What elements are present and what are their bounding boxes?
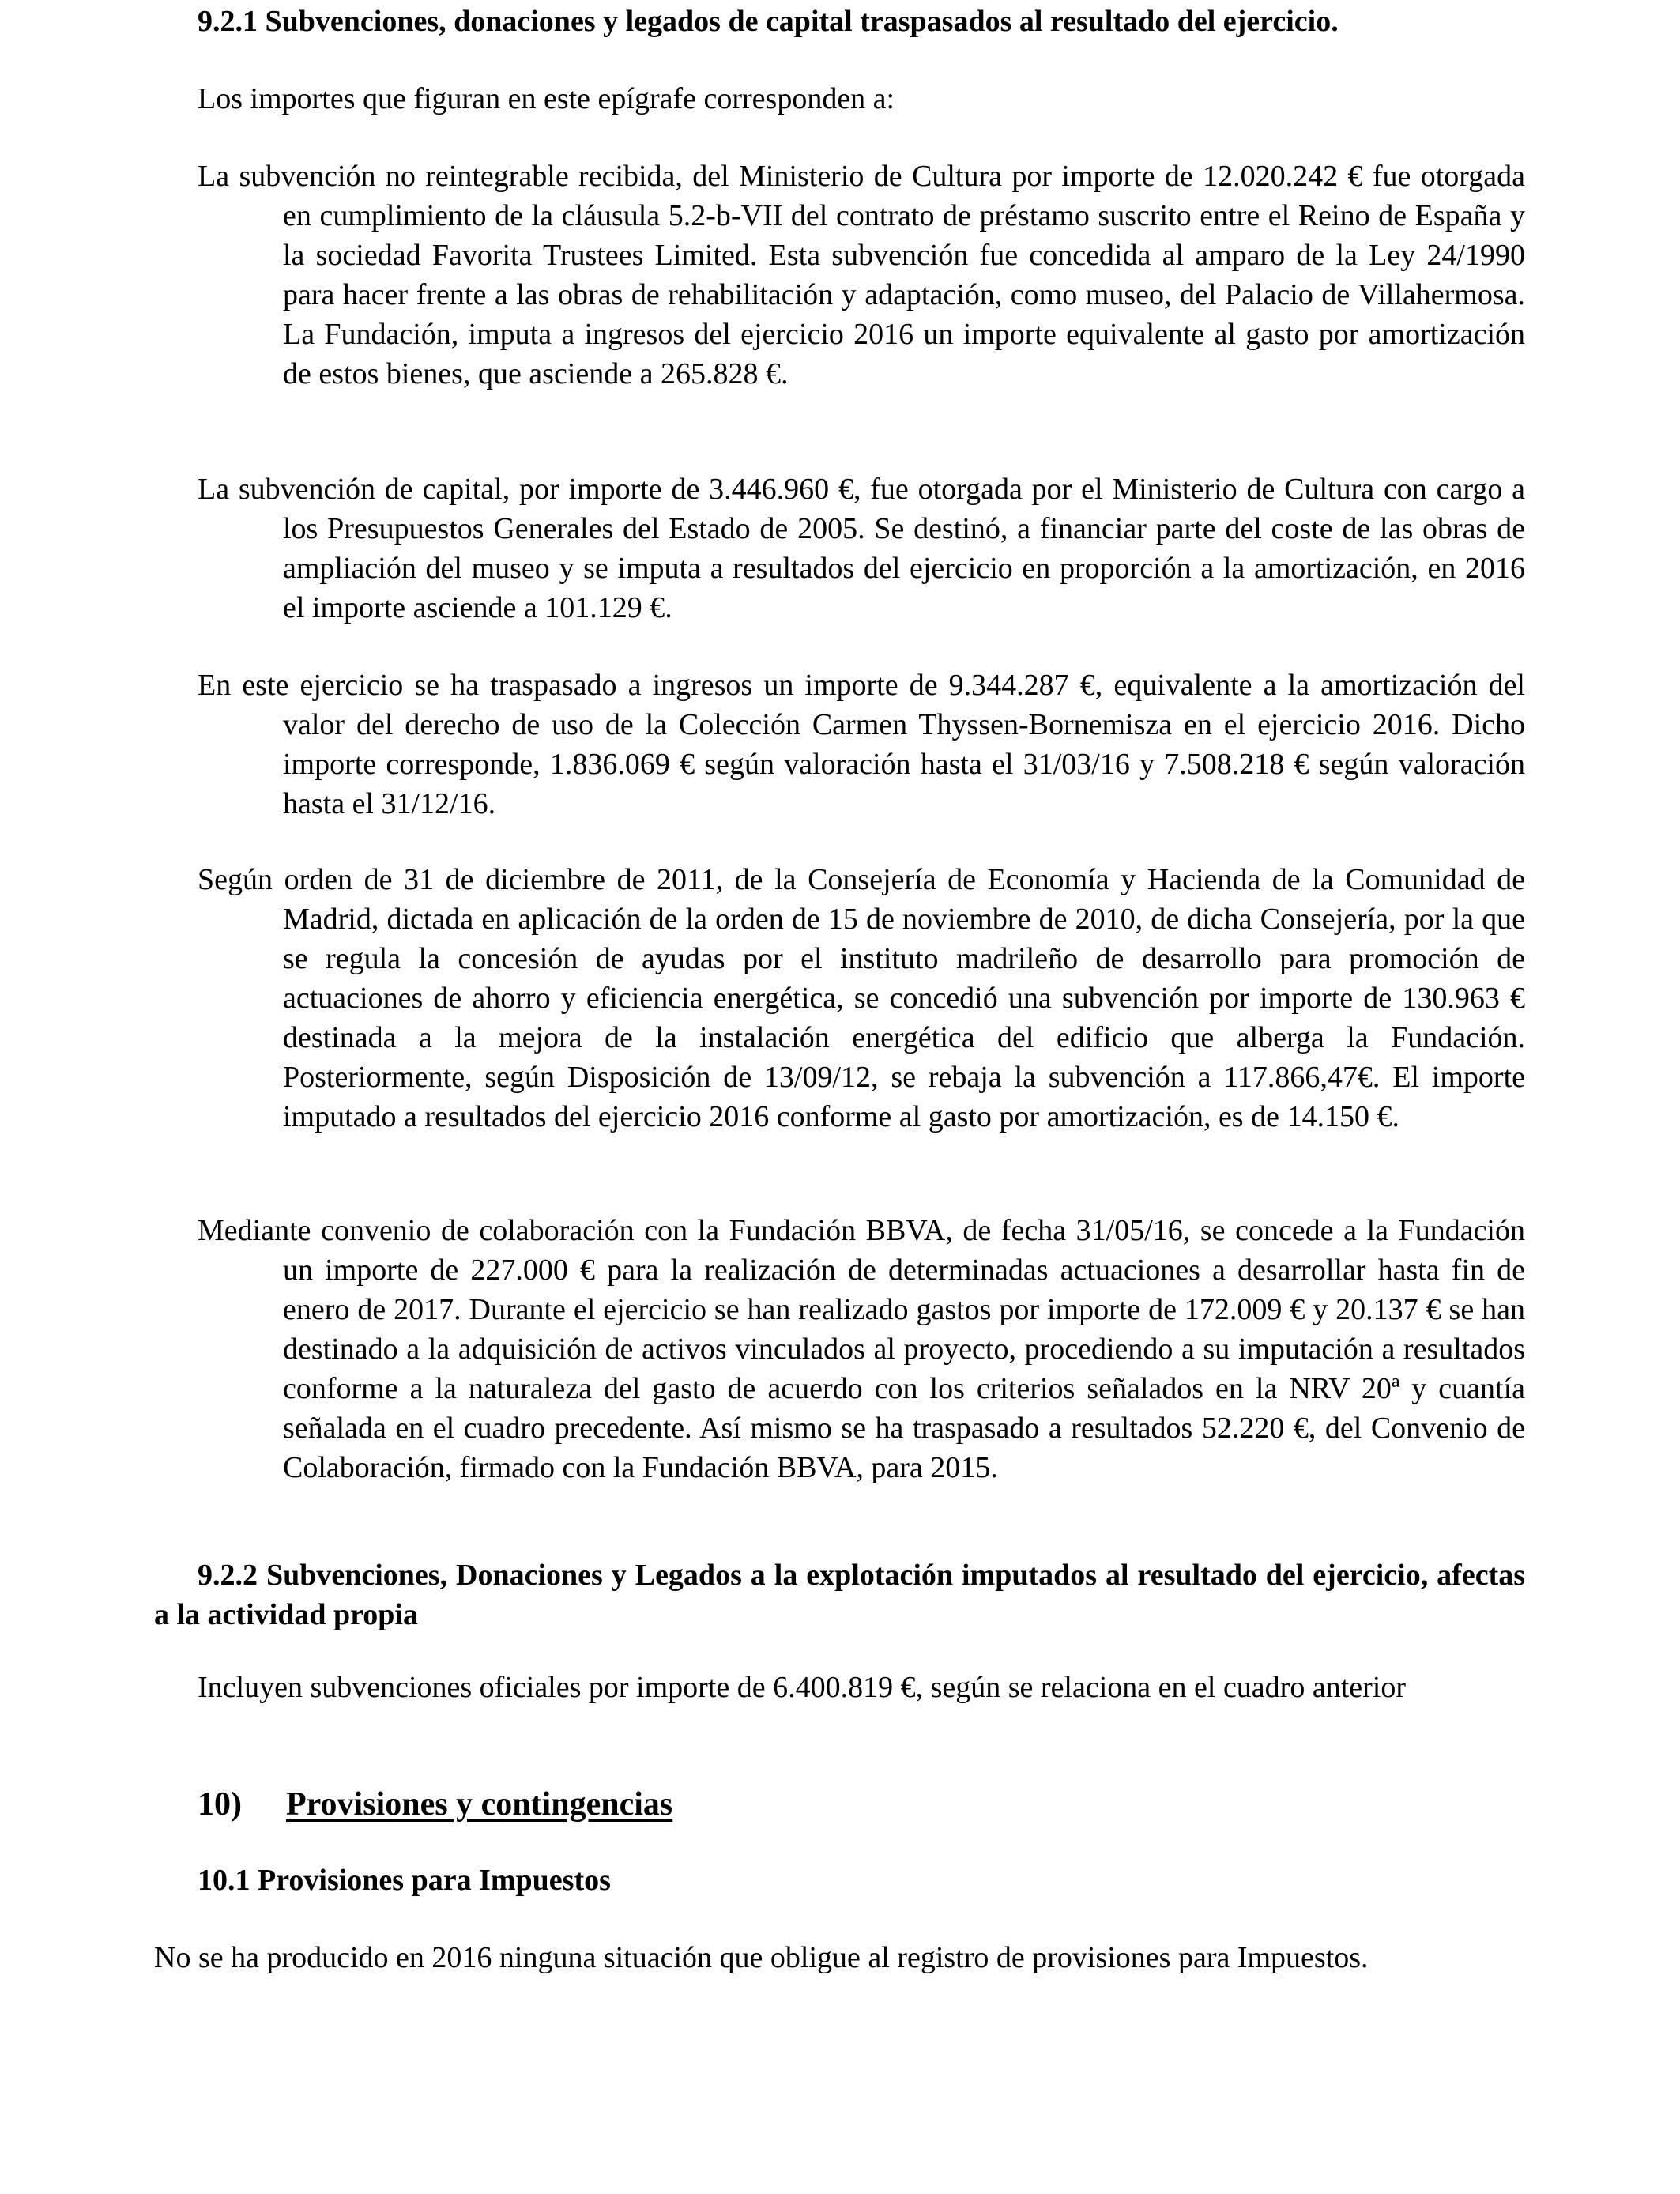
section-10-number: 10)	[198, 1786, 242, 1823]
section-10-1-heading: 10.1 Provisiones para Impuestos	[198, 1864, 611, 1897]
section-9-2-2-text: Incluyen subvenciones oficiales por importe de 6.400.819 €, según se relaciona en el cuadro anterior	[198, 1671, 1406, 1704]
section-9-2-1-intro: Los importes que figuran en este epígrafe corresponden a:	[198, 82, 895, 115]
section-9-2-1-heading: 9.2.1 Subvenciones, donaciones y legados de capital traspasados al resultado del ejercicio.	[198, 5, 1339, 38]
section-10-heading	[198, 1782, 672, 1826]
section-10-1-text: No se ha producido en 2016 ninguna situación que obligue al registro de provisiones para Impuestos.	[154, 1941, 1369, 1974]
paragraph-consejeria-madrid: Según orden de 31 de diciembre de 2011, de la Consejería de Economía y Hacienda de la Comunidad de Madrid, dictada en aplicación de la orden de 15 de noviembre de 2010, de dicha Consejería, por la que se regula la concesión de ayudas por el instituto madrileño de desarrollo para promoción de actuaciones de ahorro y eficiencia energética, se concedió una subvención por importe de 130.963 € destinada a la mejora de la instalación energética del edificio que alberga la Fundación. Posteriormente, según Disposición de 13/09/12, se rebaja la subvención a 117.866,47€. El importe imputado a resultados del ejercicio 2016 conforme al gasto por amortización, es de 14.150 €.	[198, 863, 1525, 1133]
section-9-2-2-heading: 9.2.2 Subvenciones, Donaciones y Legados a la explotación imputados al resultado del ejercicio, afectas a la actividad propia	[154, 1559, 1525, 1631]
paragraph-subvencion-capital: La subvención de capital, por importe de 3.446.960 €, fue otorgada por el Ministerio de Cultura con cargo a los Presupuestos Generales del Estado de 2005. Se destinó, a financiar parte del coste de las obras de ampliación del museo y se imputa a resultados del ejercicio en proporción a la amortización, en 2016 el importe asciende a 101.129 €.	[198, 473, 1525, 624]
section-10-title: Provisiones y contingencias	[286, 1786, 673, 1823]
paragraph-ministerio-cultura-12m: La subvención no reintegrable recibida, del Ministerio de Cultura por importe de 12.020.242 € fue otorgada en cumplimiento de la cláusula 5.2-b-VII del contrato de préstamo suscrito entre el Reino de España y la sociedad Favorita Trustees Limited. Esta subvención fue concedida al amparo de la Ley 24/1990 para hacer frente a las obras de rehabilitación y adaptación, como museo, del Palacio de Villahermosa. La Fundación, imputa a ingresos del ejercicio 2016 un importe equivalente al gasto por amortización de estos bienes, que asciende a 265.828 €.	[198, 160, 1525, 390]
paragraph-coleccion-carmen-thyssen: En este ejercicio se ha traspasado a ingresos un importe de 9.344.287 €, equivalente a la amortización del valor del derecho de uso de la Colección Carmen Thyssen-Bornemisza en el ejercicio 2016. Dicho importe corresponde, 1.836.069 € según valoración hasta el 31/03/16 y 7.508.218 € según valoración hasta el 31/12/16.	[198, 669, 1525, 820]
paragraph-fundacion-bbva: Mediante convenio de colaboración con la Fundación BBVA, de fecha 31/05/16, se concede a la Fundación un importe de 227.000 € para la realización de determinadas actuaciones a desarrollar hasta fin de enero de 2017. Durante el ejercicio se han realizado gastos por importe de 172.009 € y 20.137 € se han destinado a la adquisición de activos vinculados al proyecto, procediendo a su imputación a resultados conforme a la naturaleza del gasto de acuerdo con los criterios señalados en la NRV 20ª y cuantía señalada en el cuadro precedente. Así mismo se ha traspasado a resultados 52.220 €, del Convenio de Colaboración, firmado con la Fundación BBVA, para 2015.	[198, 1214, 1525, 1484]
